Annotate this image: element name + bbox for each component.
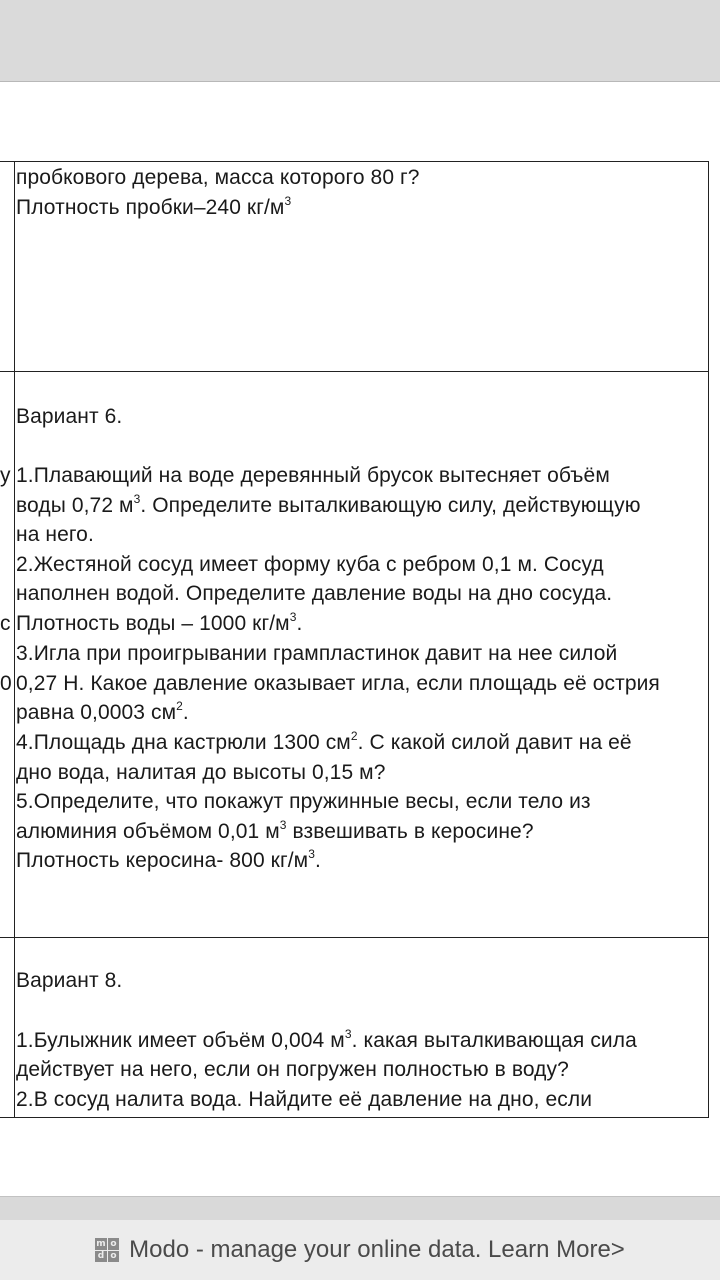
variant6-q2-line2: наполнен водой. Определите давление воды на дно сосуда.	[16, 582, 613, 605]
variant6-q1-line2: воды 0,72 $м^3$. Определите выталкивающую силу, действующую	[16, 492, 641, 517]
variant6-q1-line1: 1.Плавающий на воде деревянный брусок вытесняет объём	[16, 464, 610, 487]
ad-banner[interactable]	[0, 1220, 720, 1280]
variant6-q4-line2: дно вода, налитая до высоты 0,15 м?	[16, 761, 386, 784]
variant8-q1-line1: 1.Булыжник имеет объём 0,004 $м^3$. какая выталкивающая сила	[16, 1027, 637, 1052]
ad-text[interactable]: Modo - manage your online data. Learn More>	[129, 1236, 625, 1263]
variant6-q5-line3: Плотность керосина- 800 $кг/м^3$.	[16, 847, 321, 872]
variant6-q3-line2: 0,27 Н. Какое давление оказывает игла, если площадь её острия	[16, 672, 660, 695]
modo-logo-icon: m o d o	[95, 1238, 119, 1262]
variant8-title: Вариант 8.	[16, 969, 123, 992]
left-edge-glyph: с	[0, 612, 11, 635]
page-gap	[0, 1196, 720, 1221]
document-page	[0, 82, 720, 1196]
variant6-q2-line1: 2.Жестяной сосуд имеет форму куба с ребром 0,1 м. Сосуд	[16, 553, 604, 576]
variant6-q5-line2: алюминия объёмом 0,01 $м^3$ взвешивать в керосине?	[16, 818, 534, 843]
top-bar	[0, 0, 720, 82]
variant6-q2-line3: Плотность воды – 1000 $кг/м^3$.	[16, 610, 303, 635]
variant8-q2-line1: 2.В сосуд налита вода. Найдите её давление на дно, если	[16, 1088, 593, 1111]
variant8-q1-line2: действует на него, если он погружен полностью в воду?	[16, 1058, 569, 1081]
cell1-line-1: пробкового дерева, масса которого 80 г?	[16, 166, 420, 189]
variant6-q3-line3: равна 0,0003 $см^2$.	[16, 699, 189, 724]
variant6-q1-line3: на него.	[16, 523, 94, 546]
cell1-density: Плотность пробки–240 $кг/м^3$	[16, 194, 292, 219]
column-divider	[14, 161, 15, 1118]
variant6-q3-line1: 3.Игла при проигрывании грампластинок давит на нее силой	[16, 642, 618, 665]
left-edge-glyph: 0	[0, 672, 12, 695]
variant6-title: Вариант 6.	[16, 405, 123, 428]
variant6-q5-line1: 5.Определите, что покажут пружинные весы, если тело из	[16, 790, 591, 813]
variant6-q4-line1: 4.Площадь дна кастрюли 1300 $см^2$. С какой силой давит на её	[16, 729, 632, 754]
left-edge-glyph: у	[0, 464, 11, 487]
